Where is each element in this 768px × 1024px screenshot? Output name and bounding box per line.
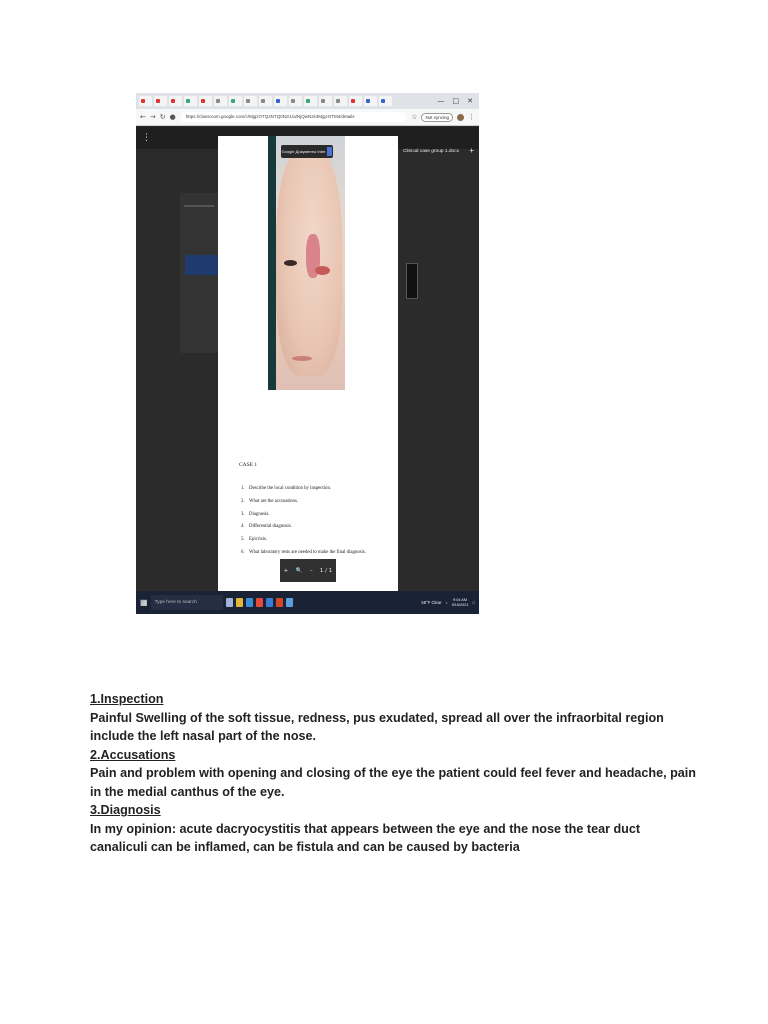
more-options-icon[interactable]: ⋮ (142, 133, 151, 143)
address-bar (136, 109, 479, 126)
weather-label[interactable]: 58°F Clear (421, 600, 442, 605)
item-text: Describe the local condition by inspection. (249, 486, 332, 491)
system-tray (421, 598, 475, 608)
item-text: Epicrisis. (249, 537, 267, 543)
list-item (241, 509, 366, 522)
diagnosis-heading: 3.Diagnosis (90, 803, 161, 817)
close-button[interactable]: ✕ (467, 97, 473, 105)
powerpoint-icon[interactable] (276, 598, 283, 607)
back-icon[interactable]: ← (140, 113, 146, 121)
viewer-file-title: Clinical case group 1.docx (403, 149, 459, 154)
answers-section (90, 690, 700, 857)
photo-background (268, 136, 276, 390)
mail-icon[interactable] (286, 598, 293, 607)
browser-tab[interactable] (334, 96, 347, 106)
background-text-line (184, 205, 214, 207)
browser-tab[interactable] (139, 96, 152, 106)
add-icon[interactable]: + (469, 146, 474, 155)
zoom-icon[interactable]: 🔍 (295, 567, 303, 574)
zoom-controls (280, 559, 336, 582)
minimize-button[interactable]: — (437, 97, 445, 105)
inspection-text: Painful Swelling of the soft tissue, redness, pus exudated, spread all over the infraorbital region include the left nasal part of the nose. (90, 710, 664, 743)
time-label: 9:04 AM (453, 597, 467, 602)
browser-tab-bar (136, 93, 479, 109)
inspection-heading: 1.Inspection (90, 692, 164, 706)
reload-icon[interactable]: ↻ (159, 113, 166, 121)
windows-taskbar (136, 591, 479, 614)
item-number: 2. (241, 498, 245, 504)
list-item (241, 521, 366, 534)
browser-tab[interactable] (349, 96, 362, 106)
page-indicator: 1 / 1 (319, 567, 333, 574)
right-eye (284, 260, 297, 266)
item-text: What laboratory tests are needed to make the final diagnosis. (249, 549, 366, 555)
taskbar-search[interactable]: Type here to search (151, 595, 223, 610)
list-item (241, 483, 366, 496)
browser-tab[interactable] (319, 96, 332, 106)
profile-avatar[interactable] (457, 114, 464, 121)
zoom-out-button[interactable]: – (309, 567, 313, 574)
item-number: 5. (241, 537, 245, 543)
list-item (241, 496, 366, 509)
item-text: Differential diagnosis. (249, 524, 292, 530)
menu-icon[interactable]: ⋮ (468, 113, 475, 121)
list-item (241, 534, 366, 547)
browser-tab[interactable] (364, 96, 377, 106)
browser-tab[interactable] (184, 96, 197, 106)
docs-icon (327, 147, 332, 156)
windows-start-icon[interactable]: ▦ (140, 598, 148, 607)
accusations-heading: 2.Accusations (90, 747, 176, 762)
browser-tab[interactable] (274, 96, 287, 106)
forward-icon[interactable]: → (149, 113, 156, 121)
browser-tab[interactable] (289, 96, 302, 106)
item-text: Diagnosis. (249, 511, 270, 517)
browser-tab[interactable] (259, 96, 272, 106)
embedded-screenshot (136, 93, 479, 614)
file-explorer-icon[interactable] (236, 598, 243, 607)
background-thumbnail (406, 263, 418, 299)
maximize-button[interactable]: □ (452, 97, 460, 105)
item-number: 3. (241, 511, 245, 517)
browser-tab[interactable] (229, 96, 242, 106)
browser-tab[interactable] (214, 96, 227, 106)
zoom-in-button[interactable]: + (283, 567, 289, 574)
window-controls (438, 97, 480, 105)
patient-photo (268, 136, 345, 390)
edge-icon[interactable] (246, 598, 253, 607)
task-view-icon[interactable] (226, 598, 233, 607)
mouth (292, 356, 312, 361)
item-number: 4. (241, 524, 245, 530)
lock-icon: ● (169, 113, 176, 121)
browser-tab[interactable] (304, 96, 317, 106)
browser-tab[interactable] (244, 96, 257, 106)
viewer-toolbar[interactable] (281, 145, 333, 158)
item-number: 1. (241, 486, 245, 491)
left-eye-inflamed (315, 266, 330, 275)
browser-tab-active[interactable] (379, 96, 392, 106)
speaker-icon[interactable]: ♪ (445, 600, 448, 605)
clock[interactable] (452, 598, 469, 608)
url-field[interactable]: https://classroom.google.com/c/MjgzOTQ4NTQ0NzI1/a/NjQwNzk3MjgzOTM4/details (180, 112, 407, 122)
case-title: CASE 1 (239, 462, 258, 468)
accusations-text: Pain and problem with opening and closing of the eye the patient could feel fever and headache, pain in the medial canthus of the eye. (90, 766, 696, 799)
notifications-icon[interactable]: □ (472, 600, 475, 605)
viewer-title: Google Документы Inter (281, 149, 326, 154)
browser-tab[interactable] (169, 96, 182, 106)
item-number: 6. (241, 549, 245, 555)
browser-tab[interactable] (199, 96, 212, 106)
item-text: What are the accusations. (249, 498, 299, 504)
date-label: 9/16/2021 (451, 602, 469, 607)
list-item (241, 547, 366, 560)
word-icon[interactable] (266, 598, 273, 607)
browser-tab[interactable] (154, 96, 167, 106)
diagnosis-text: In my opinion: acute dacryocystitis that appears between the eye and the nose the tear duct canaliculi can be inflamed, can be fistula and can be caused by bacteria (90, 821, 641, 854)
sync-button[interactable]: Not syncing (421, 113, 453, 122)
star-icon[interactable]: ☆ (411, 113, 418, 121)
question-list (241, 483, 366, 560)
chrome-icon[interactable] (256, 598, 263, 607)
